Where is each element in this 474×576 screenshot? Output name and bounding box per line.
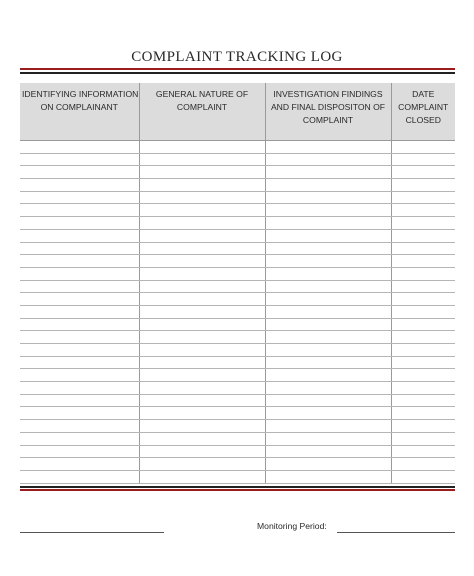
table-cell[interactable] (139, 242, 265, 255)
table-cell[interactable] (391, 344, 455, 357)
table-cell[interactable] (20, 318, 139, 331)
table-cell[interactable] (20, 217, 139, 230)
table-cell[interactable] (139, 293, 265, 306)
table-cell[interactable] (265, 255, 391, 268)
table-row (20, 179, 455, 192)
table-cell[interactable] (139, 280, 265, 293)
table-cell[interactable] (20, 242, 139, 255)
table-cell[interactable] (265, 153, 391, 166)
bottom-rule-red (20, 489, 455, 491)
table-cell[interactable] (20, 166, 139, 179)
table-cell[interactable] (139, 394, 265, 407)
table-cell[interactable] (139, 229, 265, 242)
table-cell[interactable] (265, 432, 391, 445)
table-cell[interactable] (20, 305, 139, 318)
table-row (20, 280, 455, 293)
table-cell[interactable] (139, 204, 265, 217)
table-cell[interactable] (20, 229, 139, 242)
table-row (20, 191, 455, 204)
table-row (20, 204, 455, 217)
table-cell[interactable] (20, 204, 139, 217)
table-cell[interactable] (20, 267, 139, 280)
table-row (20, 242, 455, 255)
table-cell[interactable] (391, 432, 455, 445)
table-cell[interactable] (139, 191, 265, 204)
table-cell[interactable] (20, 356, 139, 369)
table-cell[interactable] (391, 267, 455, 280)
table-row (20, 369, 455, 382)
title-rule-black (20, 72, 455, 74)
column-header-nature: GENERAL NATURE OF COMPLAINT (139, 83, 265, 141)
table-cell[interactable] (265, 191, 391, 204)
table-cell[interactable] (265, 318, 391, 331)
table-row (20, 229, 455, 242)
bottom-rule-black (20, 486, 455, 488)
table-cell[interactable] (139, 255, 265, 268)
table-cell[interactable] (391, 141, 455, 154)
table-cell[interactable] (20, 141, 139, 154)
table-cell[interactable] (265, 166, 391, 179)
table-cell[interactable] (139, 458, 265, 471)
table-cell[interactable] (139, 420, 265, 433)
table-cell[interactable] (20, 407, 139, 420)
table-cell[interactable] (391, 179, 455, 192)
table-cell[interactable] (265, 331, 391, 344)
table-row (20, 305, 455, 318)
table-cell[interactable] (20, 179, 139, 192)
table-row (20, 141, 455, 154)
table-row (20, 407, 455, 420)
table-cell[interactable] (20, 344, 139, 357)
signature-line[interactable] (20, 532, 164, 533)
table-cell[interactable] (265, 382, 391, 395)
table-cell[interactable] (139, 470, 265, 483)
table-cell[interactable] (139, 356, 265, 369)
table-cell[interactable] (20, 369, 139, 382)
table-cell[interactable] (265, 305, 391, 318)
table-cell[interactable] (139, 318, 265, 331)
table-row (20, 331, 455, 344)
table-row (20, 344, 455, 357)
table-cell[interactable] (20, 394, 139, 407)
table-row (20, 432, 455, 445)
table-cell[interactable] (391, 420, 455, 433)
table-cell[interactable] (139, 407, 265, 420)
table-row (20, 267, 455, 280)
table-cell[interactable] (265, 394, 391, 407)
table-cell[interactable] (391, 293, 455, 306)
table-row (20, 166, 455, 179)
table-cell[interactable] (139, 166, 265, 179)
table-cell[interactable] (391, 280, 455, 293)
table-cell[interactable] (139, 445, 265, 458)
table-cell[interactable] (391, 458, 455, 471)
table-cell[interactable] (265, 293, 391, 306)
table-cell[interactable] (139, 369, 265, 382)
table-row (20, 458, 455, 471)
column-header-findings: INVESTIGATION FINDINGS AND FINAL DISPOSITON OF COMPLAINT (265, 83, 391, 141)
table-cell[interactable] (391, 407, 455, 420)
table-cell[interactable] (139, 141, 265, 154)
table-cell[interactable] (265, 420, 391, 433)
table-cell[interactable] (391, 394, 455, 407)
table-row (20, 445, 455, 458)
table-row (20, 153, 455, 166)
table-cell[interactable] (391, 255, 455, 268)
table-row (20, 394, 455, 407)
table-cell[interactable] (391, 204, 455, 217)
table-row (20, 420, 455, 433)
table-cell[interactable] (391, 191, 455, 204)
table-cell[interactable] (20, 331, 139, 344)
table-cell[interactable] (265, 356, 391, 369)
table-cell[interactable] (391, 356, 455, 369)
table-cell[interactable] (391, 382, 455, 395)
table-cell[interactable] (20, 458, 139, 471)
table-cell[interactable] (391, 318, 455, 331)
table-cell[interactable] (391, 242, 455, 255)
table-cell[interactable] (265, 407, 391, 420)
table-cell[interactable] (139, 331, 265, 344)
monitoring-period-line[interactable] (337, 532, 455, 533)
table-cell[interactable] (20, 191, 139, 204)
table-cell[interactable] (265, 242, 391, 255)
column-header-complainant-info: IDENTIFYING INFORMATION ON COMPLAINANT (20, 83, 139, 141)
table-cell[interactable] (391, 305, 455, 318)
table-row (20, 382, 455, 395)
table-body (20, 141, 455, 484)
table-cell[interactable] (20, 153, 139, 166)
table-cell[interactable] (20, 432, 139, 445)
table-row (20, 217, 455, 230)
table-cell[interactable] (20, 255, 139, 268)
table-cell[interactable] (391, 470, 455, 483)
table-cell[interactable] (139, 179, 265, 192)
table-cell[interactable] (391, 369, 455, 382)
table-cell[interactable] (139, 344, 265, 357)
table-cell[interactable] (265, 267, 391, 280)
table-cell[interactable] (391, 229, 455, 242)
table-cell[interactable] (265, 229, 391, 242)
table-cell[interactable] (139, 382, 265, 395)
table-cell[interactable] (391, 331, 455, 344)
table-cell[interactable] (265, 179, 391, 192)
table-cell[interactable] (265, 445, 391, 458)
table-cell[interactable] (391, 166, 455, 179)
table-cell[interactable] (391, 217, 455, 230)
table-row (20, 255, 455, 268)
table-cell[interactable] (139, 217, 265, 230)
table-cell[interactable] (20, 470, 139, 483)
complaint-log-table (20, 83, 455, 484)
table-cell[interactable] (265, 344, 391, 357)
table-cell[interactable] (139, 432, 265, 445)
table-cell[interactable] (139, 267, 265, 280)
table-cell[interactable] (20, 293, 139, 306)
table-row (20, 470, 455, 483)
column-header-date-closed: DATE COMPLAINT CLOSED (391, 83, 455, 141)
table-cell[interactable] (20, 420, 139, 433)
table-cell[interactable] (265, 280, 391, 293)
table-cell[interactable] (265, 217, 391, 230)
table-cell[interactable] (139, 305, 265, 318)
table-cell[interactable] (20, 382, 139, 395)
table-cell[interactable] (265, 458, 391, 471)
table-cell[interactable] (265, 204, 391, 217)
table-row (20, 318, 455, 331)
table-cell[interactable] (265, 369, 391, 382)
table-cell[interactable] (391, 153, 455, 166)
table-cell[interactable] (265, 141, 391, 154)
table-header-row (20, 83, 455, 141)
table-cell[interactable] (139, 153, 265, 166)
page-title: COMPLAINT TRACKING LOG (131, 49, 343, 65)
table-cell[interactable] (265, 470, 391, 483)
title-rule-red (20, 68, 455, 70)
table-row (20, 293, 455, 306)
monitoring-period-label: Monitoring Period: (257, 521, 327, 531)
table-cell[interactable] (20, 445, 139, 458)
table-cell[interactable] (20, 280, 139, 293)
table-cell[interactable] (391, 445, 455, 458)
table-row (20, 356, 455, 369)
